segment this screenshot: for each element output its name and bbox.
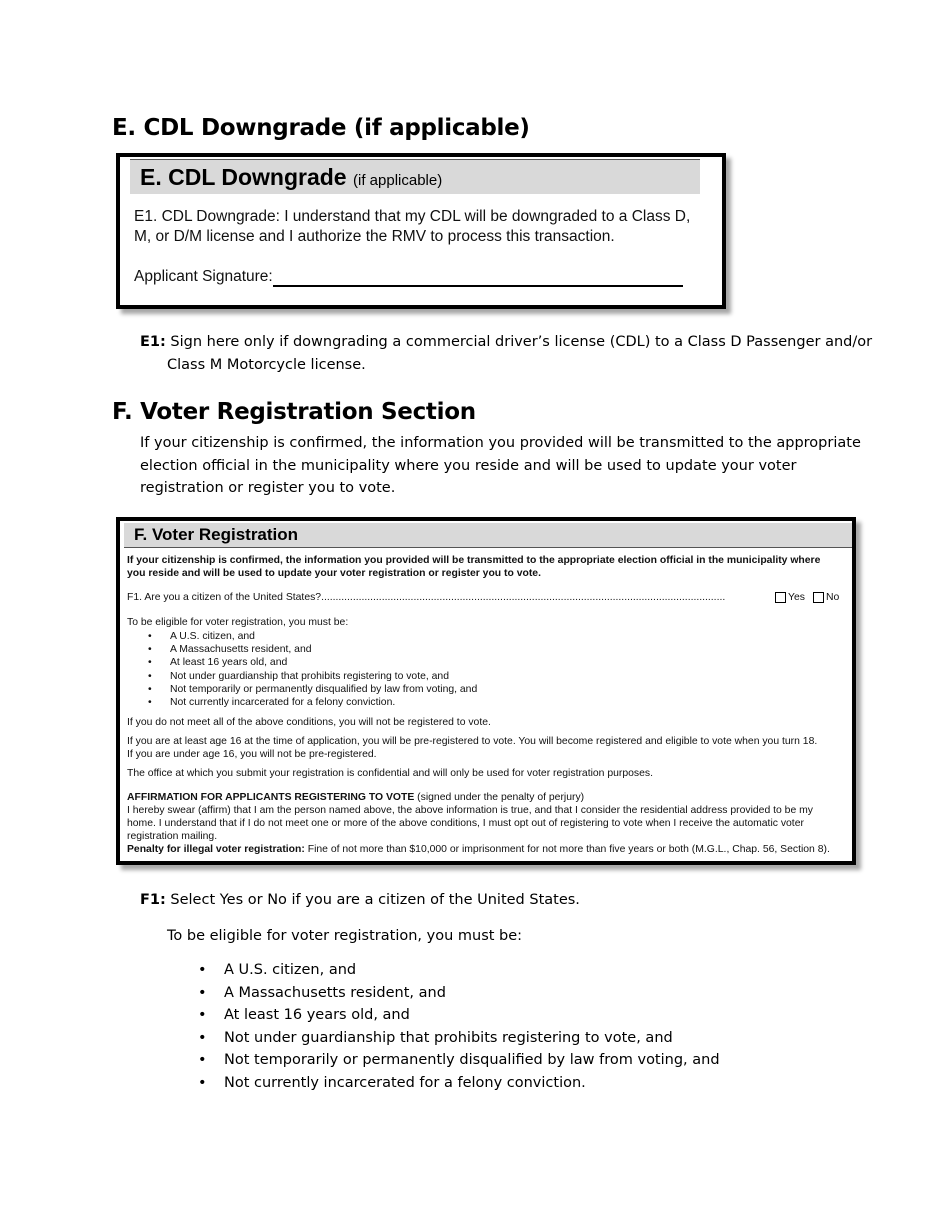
form-condition-item: • At least 16 years old, and [148, 656, 477, 669]
citizen-question: F1. Are you a citizen of the United States?............................................................................................................................................ [127, 592, 726, 603]
signature-line [273, 271, 683, 287]
f1-instruction [140, 889, 580, 912]
form-condition-item: • Not temporarily or permanently disqualified by law from voting, and [148, 683, 477, 696]
yes-label: Yes [788, 592, 805, 603]
form-condition-item: • A Massachusetts resident, and [148, 643, 477, 656]
yes-checkbox[interactable] [775, 592, 786, 603]
affirmation-title: AFFIRMATION FOR APPLICANTS REGISTERING TO VOTE [127, 792, 415, 803]
age-text-line2: If you are under age 16, you will not be pre-registered. [127, 749, 377, 760]
cdl-form-line2: M, or D/M license and I authorize the RMV to process this transaction. [134, 228, 615, 245]
voter-intro-line3: registration or register you to vote. [140, 480, 396, 496]
e1-instruction-line2: Class M Motorcycle license. [167, 357, 366, 373]
citizen-question-row [127, 591, 845, 604]
voter-registration-form-image [116, 517, 856, 865]
condition-item: • Not temporarily or permanently disqualified by law from voting, and [198, 1049, 720, 1072]
section-f-heading: F. Voter Registration Section [112, 399, 476, 425]
voter-intro-line1: If your citizenship is confirmed, the information you provided will be transmitted to the appropriate [140, 435, 861, 451]
voter-form-title: F. Voter Registration [134, 525, 299, 544]
condition-item: • Not under guardianship that prohibits registering to vote, and [198, 1027, 720, 1050]
signature-label: Applicant Signature: [134, 268, 273, 285]
cdl-form-title: E. CDL Downgrade [140, 164, 347, 190]
cdl-form-line1: E1. CDL Downgrade: I understand that my CDL will be downgraded to a Class D, [134, 208, 691, 225]
section-e-heading: E. CDL Downgrade (if applicable) [112, 115, 530, 141]
voter-intro-line2: election official in the municipality where you reside and will be used to update your voter [140, 458, 797, 474]
cdl-form-subtitle: (if applicable) [353, 172, 443, 189]
age-text-line1: If you are at least age 16 at the time of application, you will be pre-registered to vote. You will become registered and eligible to vote when you turn 18. [127, 736, 818, 747]
no-label: No [825, 592, 840, 603]
affirmation-line3: registration mailing. [127, 831, 218, 842]
voter-form-intro-line1: If your citizenship is confirmed, the information you provided will be transmitted to the appropriate election official in the municipality where [127, 555, 821, 566]
form-condition-item: • A U.S. citizen, and [148, 630, 477, 643]
conditions-list [198, 959, 720, 1094]
condition-item: • A Massachusetts resident, and [198, 982, 720, 1005]
penalty-text: Fine of not more than $10,000 or imprisonment for not more than five years or both (M.G.L., Chap. 56, Section 8). [304, 844, 830, 855]
affirmation-line1: I hereby swear (affirm) that I am the person named above, the above information is true, and that I consider the residential address provided to be my [127, 805, 813, 816]
f1-text: Select Yes or No if you are a citizen of the United States. [170, 892, 580, 908]
cdl-form-header [130, 159, 700, 194]
condition-item: • Not currently incarcerated for a felony conviction. [198, 1072, 720, 1095]
voter-form-intro-line2: you reside and will be used to update your voter registration or register you to vote. [127, 568, 541, 579]
penalty-label: Penalty for illegal voter registration: [127, 844, 305, 855]
condition-item: • At least 16 years old, and [198, 1004, 720, 1027]
form-condition-item: • Not under guardianship that prohibits registering to vote, and [148, 670, 477, 683]
condition-item: • A U.S. citizen, and [198, 959, 720, 982]
affirmation-heading [127, 791, 584, 804]
eligible-intro: To be eligible for voter registration, you must be: [167, 928, 523, 944]
affirmation-line2: home. I understand that if I do not meet one or more of the above conditions, I must opt out of registering to vote when I receive the automatic voter [127, 818, 804, 829]
office-text: The office at which you submit your registration is confidential and will only be used for voter registration purposes. [127, 768, 653, 779]
form-eligible-intro: To be eligible for voter registration, you must be: [127, 617, 349, 628]
cdl-signature-row [134, 267, 683, 287]
form-condition-item: • Not currently incarcerated for a felony conviction. [148, 696, 477, 709]
penalty-row [127, 843, 830, 856]
affirmation-note: (signed under the penalty of perjury) [414, 792, 585, 803]
form-conditions-list [148, 630, 477, 709]
voter-form-header [124, 523, 852, 548]
e1-label: E1: [140, 334, 166, 350]
not-meet-text: If you do not meet all of the above conditions, you will not be registered to vote. [127, 717, 491, 728]
e1-instruction-line1 [140, 331, 872, 354]
no-checkbox[interactable] [813, 592, 824, 603]
f1-label: F1: [140, 892, 166, 908]
e1-text-line1: Sign here only if downgrading a commercial driver’s license (CDL) to a Class D Passenger and/or [170, 334, 873, 350]
cdl-downgrade-form-image [116, 153, 726, 309]
